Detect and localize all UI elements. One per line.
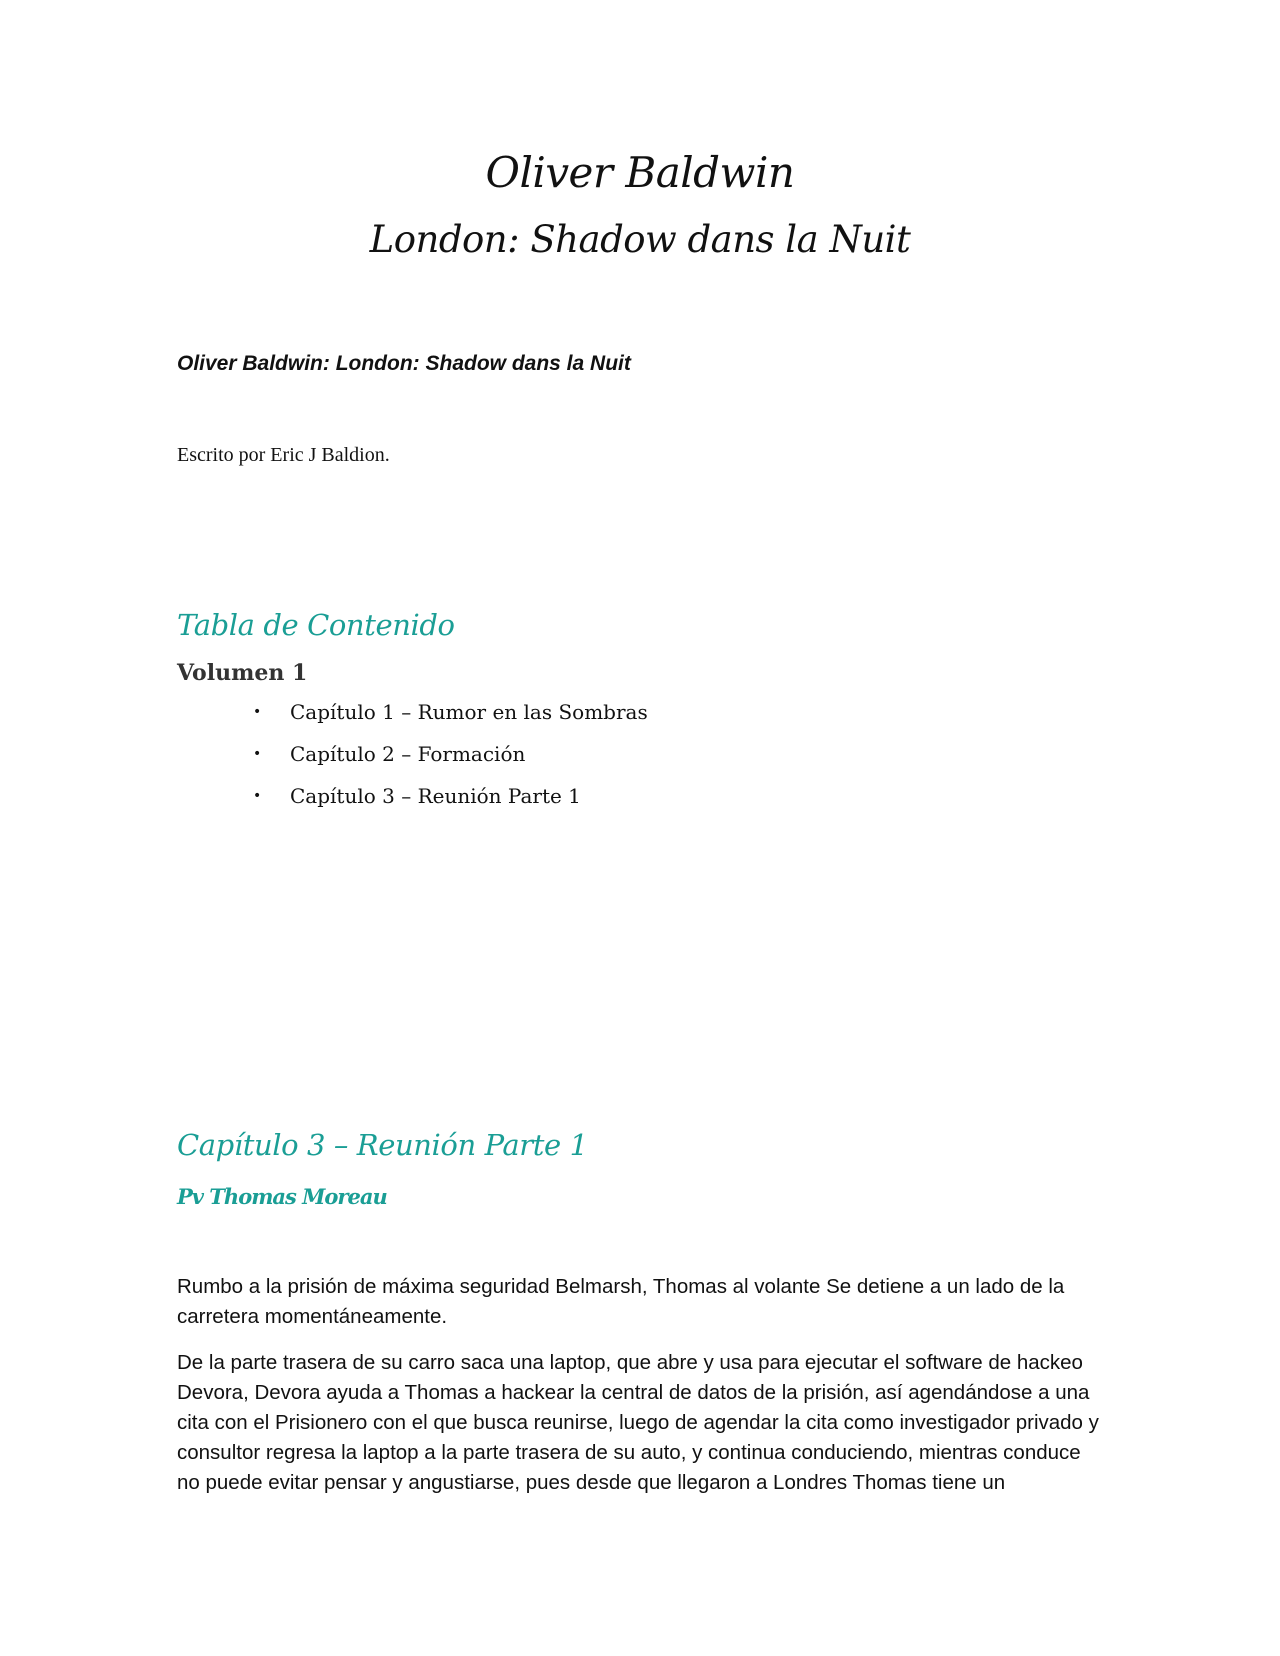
toc-item-label[interactable]: Capítulo 2 – Formación [290,742,526,766]
toc-item-label[interactable]: Capítulo 3 – Reunión Parte 1 [290,784,581,808]
book-subtitle: London: Shadow dans la Nuit [369,218,911,261]
bullet-icon: • [253,746,262,762]
toc-heading: Tabla de Contenido [177,608,455,642]
bullet-icon: • [253,704,262,720]
pov-heading: Pv Thomas Moreau [177,1184,387,1209]
toc-list [0,700,900,826]
bullet-icon: • [253,788,262,804]
body-paragraph: De la parte trasera de su carro saca una laptop, que abre y usa para ejecutar el software de hackeo Devora, Devora ayuda a Thomas a hackear la central de datos de la prisión, así agendándose a una cita con el Prisionero con el que busca reunirse, luego de agendar la cita como investigador privado y consultor regresa la laptop a la parte trasera de su auto, y continua conduciendo, mientras conduce no puede evitar pensar y angustiarse, pues desde que llegaron a Londres Thomas tiene un [177,1351,1099,1494]
full-book-title: Oliver Baldwin: London: Shadow dans la Nuit [177,352,631,375]
toc-item[interactable] [0,742,900,784]
toc-item-label[interactable]: Capítulo 1 – Rumor en las Sombras [290,700,648,724]
chapter-heading: Capítulo 3 – Reunión Parte 1 [177,1128,588,1162]
book-title: Oliver Baldwin [485,148,795,197]
toc-item[interactable] [0,784,900,826]
body-paragraph: Rumbo a la prisión de máxima seguridad Belmarsh, Thomas al volante Se detiene a un lado de la carretera momentáneamente. [177,1275,1065,1328]
toc-item[interactable] [0,700,900,742]
volume-heading: Volumen 1 [177,660,308,686]
author-line: Escrito por Eric J Baldion. [177,444,390,466]
